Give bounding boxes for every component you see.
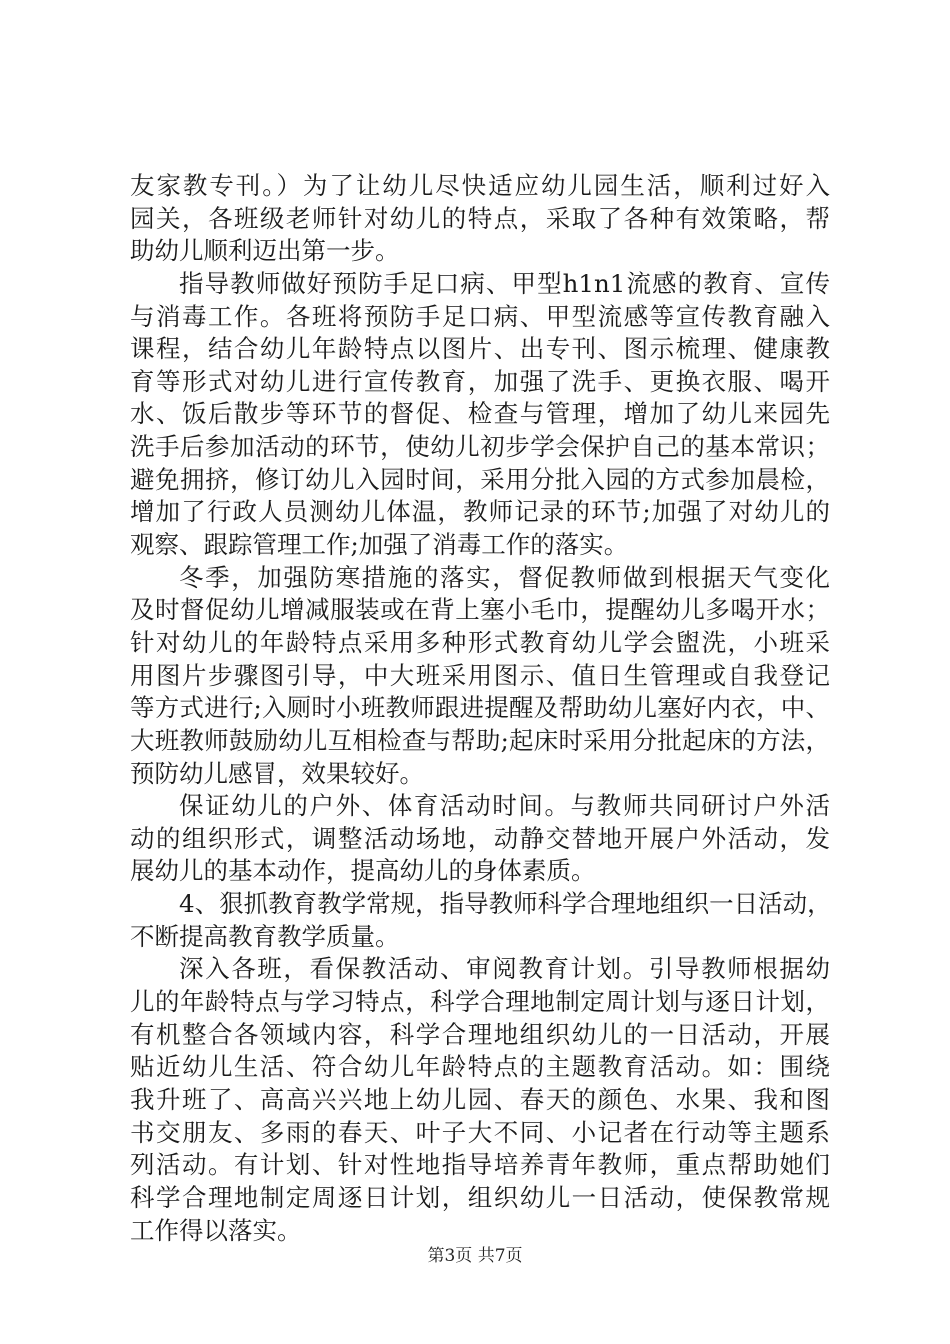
text-line: 书交朋友、多雨的春天、叶子大不同、小记者在行动等主题系 [130,1117,830,1147]
text-line: 水、饭后散步等环节的督促、检查与管理，增加了幼儿来园先 [130,399,830,429]
text-line: 增加了行政人员测幼儿体温，教师记录的环节;加强了对幼儿的 [130,497,830,527]
text-line: 与消毒工作。各班将预防手足口病、甲型流感等宣传教育融入 [130,301,830,331]
text-line: 避免拥挤，修订幼儿入园时间，采用分批入园的方式参加晨检， [130,464,830,494]
text-line: 园关，各班级老师针对幼儿的特点，采取了各种有效策略，帮 [130,203,830,233]
document-body [130,170,830,1247]
text-line: 大班教师鼓励幼儿互相检查与帮助;起床时采用分批起床的方法， [130,725,830,755]
text-line: 预防幼儿感冒，效果较好。 [130,758,424,788]
paragraph-first-line: 深入各班，看保教活动、审阅教育计划。引导教师根据幼 [179,954,830,984]
text-line: 展幼儿的基本动作，提高幼儿的身体素质。 [130,856,596,886]
text-line: 有机整合各领域内容，科学合理地组织幼儿的一日活动，开展 [130,1019,830,1049]
text-line: 不断提高教育教学质量。 [130,921,400,951]
text-line: 贴近幼儿生活、符合幼儿年龄特点的主题教育活动。如：围绕 [130,1052,830,1082]
paragraph-first-line: 指导教师做好预防手足口病、甲型h1n1流感的教育、宣传 [179,268,830,298]
text-line: 课程，结合幼儿年龄特点以图片、出专刊、图示梳理、健康教 [130,334,830,364]
paragraph-first-line: 冬季，加强防寒措施的落实，督促教师做到根据天气变化 [179,562,830,592]
page-number: 第3页 共7页 [427,1246,523,1266]
text-line: 工作得以落实。 [130,1215,302,1245]
paragraph-first-line: 保证幼儿的户外、体育活动时间。与教师共同研讨户外活 [179,791,830,821]
text-line: 动的组织形式，调整活动场地，动静交替地开展户外活动，发 [130,823,830,853]
text-line: 及时督促幼儿增减服装或在背上塞小毛巾，提醒幼儿多喝开水； [130,595,830,625]
section-heading: 4、狠抓教育教学常规，指导教师科学合理地组织一日活动， [179,889,832,919]
text-line: 等方式进行;入厕时小班教师跟进提醒及帮助幼儿塞好内衣，中、 [130,693,830,723]
text-line: 洗手后参加活动的环节，使幼儿初步学会保护自己的基本常识； [130,432,830,462]
text-line: 友家教专刊。）为了让幼儿尽快适应幼儿园生活，顺利过好入 [130,171,830,200]
text-line: 列活动。有计划、针对性地指导培养青年教师，重点帮助她们 [130,1150,830,1180]
text-line: 用图片步骤图引导，中大班采用图示、值日生管理或自我登记 [130,660,830,690]
text-line: 儿的年龄特点与学习特点，科学合理地制定周计划与逐日计划， [130,987,830,1017]
text-line: 观察、跟踪管理工作;加强了消毒工作的落实。 [130,530,629,560]
text-line: 育等形式对幼儿进行宣传教育，加强了洗手、更换衣服、喝开 [130,366,830,396]
text-line: 助幼儿顺利迈出第一步。 [130,236,400,266]
text-line: 科学合理地制定周逐日计划，组织幼儿一日活动，使保教常规 [130,1182,830,1212]
text-line: 我升班了、高高兴兴地上幼儿园、春天的颜色、水果、我和图 [130,1084,830,1114]
text-line: 针对幼儿的年龄特点采用多种形式教育幼儿学会盥洗，小班采 [130,627,830,657]
